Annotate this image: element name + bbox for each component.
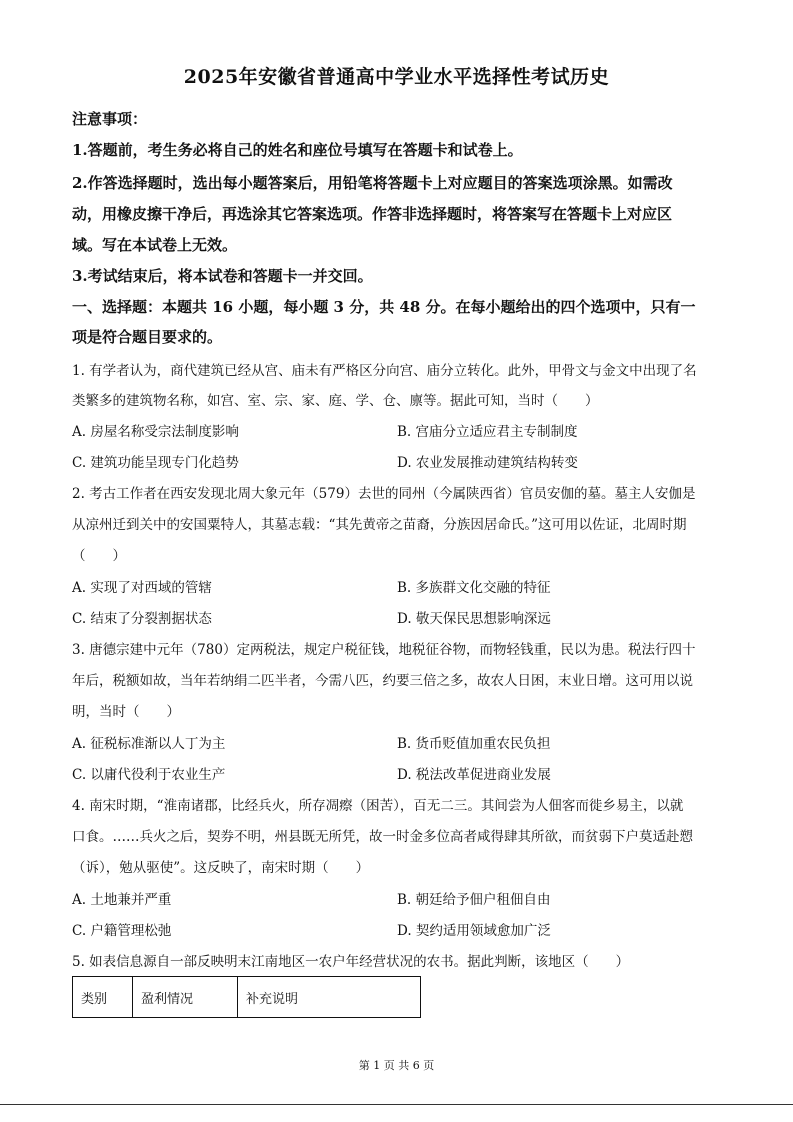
q2-option-c[interactable]: C. 结束了分裂割据状态 [72,611,212,627]
question-1-line-1: 1. 有学者认为，商代建筑已经从宫、庙未有严格区分向宫、庙分立转化。此外，甲骨文与金文中出现了名 [72,363,697,379]
q1-option-c[interactable]: C. 建筑功能呈现专门化趋势 [72,455,239,471]
question-1-line-2: 类繁多的建筑物名称，如宫、室、宗、家、庭、学、仓、廪等。据此可知，当时（ ） [72,393,599,409]
q3-option-a[interactable]: A. 征税标准渐以人丁为主 [72,736,226,752]
question-3-line-2: 年后，税额如故，当年若纳绢二匹半者，今需八匹，约要三倍之多，故农人日困，末业日增。这可用以说 [72,673,693,689]
q5-table [72,976,421,1018]
table-header-category: 类别 [73,977,133,1018]
q3-option-d[interactable]: D. 税法改革促进商业发展 [397,767,551,783]
page-footer: 第 1 页 共 6 页 [358,1059,435,1072]
table-header-row [73,977,421,1018]
q1-option-a[interactable]: A. 房屋名称受宗法制度影响 [72,424,239,440]
question-3-line-3: 明，当时（ ） [72,704,180,720]
q2-option-d[interactable]: D. 敬天保民思想影响深远 [397,611,551,627]
question-4-line-1: 4. 南宋时期，“淮南诸郡，比经兵火，所存凋瘵（困苦），百无二三。其间尝为人佃客而徙乡易主，以就 [72,798,684,814]
q3-option-b[interactable]: B. 货币贬值加重农民负担 [397,736,551,752]
table-header-notes: 补充说明 [238,977,421,1018]
question-4-line-3: （诉），勉从驱使”。这反映了，南宋时期（ ） [72,860,370,876]
q3-option-c[interactable]: C. 以庸代役利于农业生产 [72,767,226,783]
notice-item-2-line-2: 动，用橡皮擦干净后，再选涂其它答案选项。作答非选择题时，将答案写在答题卡上对应区 [72,205,673,223]
bottom-divider [0,1104,793,1105]
q4-option-a[interactable]: A. 土地兼并严重 [72,892,172,908]
q2-option-b[interactable]: B. 多族群文化交融的特征 [397,580,551,596]
q4-option-b[interactable]: B. 朝廷给予佃户租佃自由 [397,892,551,908]
question-2-line-3: （ ） [72,548,126,564]
notice-item-1: 1.答题前，考生务必将自己的姓名和座位号填写在答题卡和试卷上。 [72,141,523,159]
question-3-line-1: 3. 唐德宗建中元年（780）定两税法，规定户税征钱，地税征谷物，而物轻钱重，民以为患。税法行四十 [72,642,696,658]
q1-option-b[interactable]: B. 宫庙分立适应君主专制制度 [397,424,578,440]
q4-option-c[interactable]: C. 户籍管理松弛 [72,923,172,939]
page-title: 2025年安徽省普通高中学业水平选择性考试历史 [183,66,610,88]
q1-option-d[interactable]: D. 农业发展推动建筑结构转变 [397,455,578,471]
question-2-line-1: 2. 考古工作者在西安发现北周大象元年（579）去世的同州（今属陕西省）官员安伽的墓。墓主人安伽是 [72,486,696,502]
notice-item-2-line-1: 2.作答选择题时，选出每小题答案后，用铅笔将答题卡上对应题目的答案选项涂黑。如需改 [72,174,673,192]
q4-option-d[interactable]: D. 契约适用领域愈加广泛 [397,923,551,939]
notice-item-3: 3.考试结束后，将本试卷和答题卡一并交回。 [72,267,373,285]
section-heading-line-2: 项是符合题目要求的。 [72,328,223,346]
notice-item-2-line-3: 域。写在本试卷上无效。 [72,236,238,254]
question-4-line-2: 口食。……兵火之后，契券不明，州县既无所凭，故一时金多位高者咸得肆其所欲，而贫弱下户莫适赴愬 [72,829,693,845]
q2-option-a[interactable]: A. 实现了对西域的管辖 [72,580,212,596]
question-5-line-1: 5. 如表信息源自一部反映明末江南地区一农户年经营状况的农书。据此判断，该地区（ ） [72,954,630,970]
section-heading-line-1: 一、选择题：本题共 16 小题，每小题 3 分，共 48 分。在每小题给出的四个选项中，只有一 [72,298,696,316]
table-header-profit: 盈利情况 [133,977,238,1018]
question-2-line-2: 从凉州迁到关中的安国粟特人，其墓志载：“其先黄帝之苗裔，分族因居命氏。”这可用以佐证，北周时期 [72,517,687,533]
notice-heading: 注意事项： [72,110,148,128]
